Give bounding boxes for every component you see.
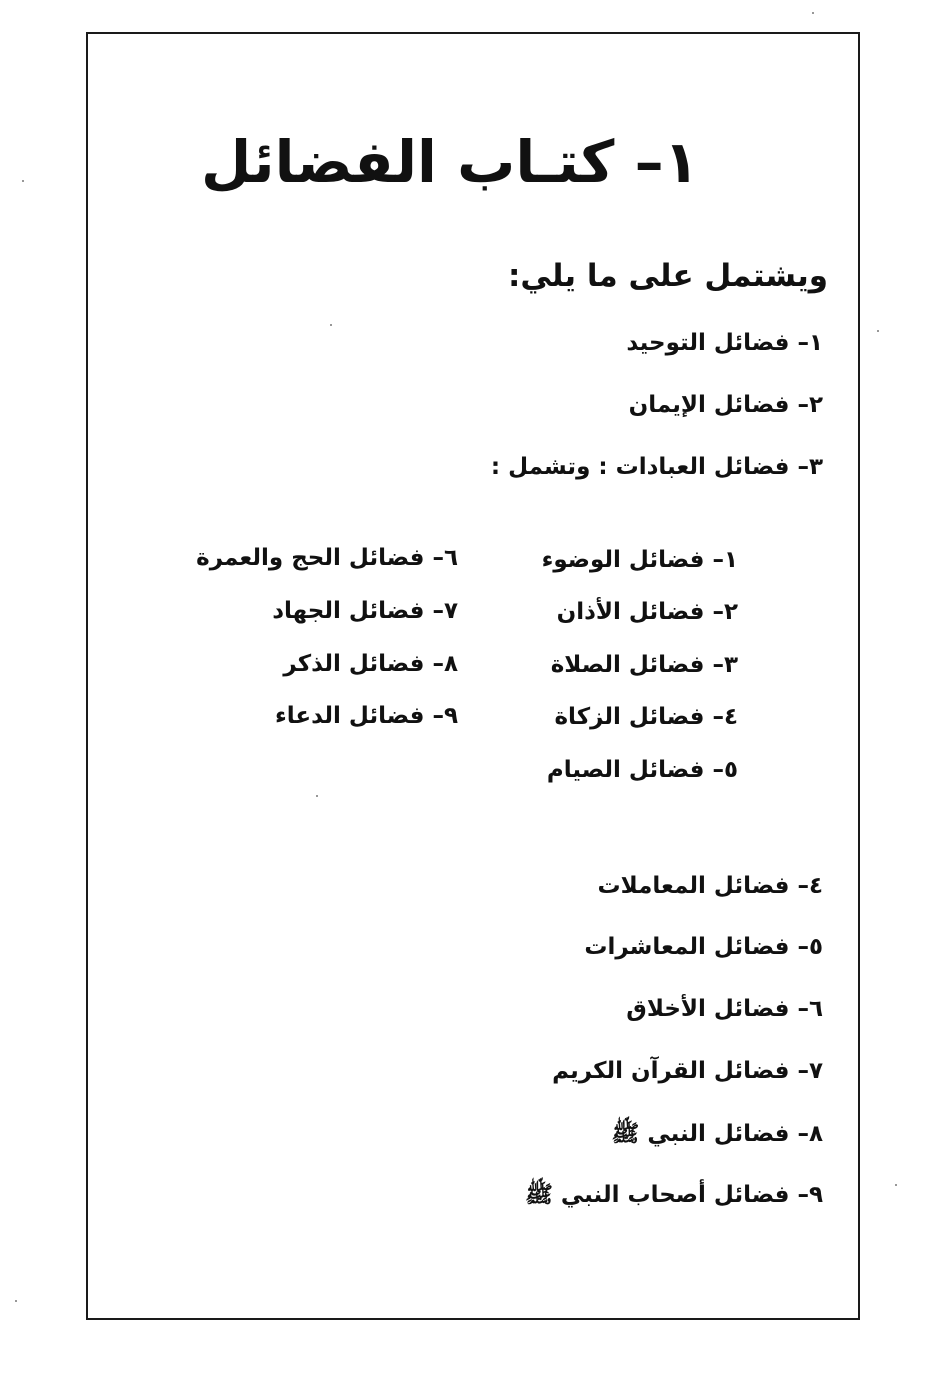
- sub-item-hajj: ٦– فضائل الحج والعمرة: [196, 545, 458, 571]
- sub-item-jihad: ٧– فضائل الجهاد: [272, 598, 458, 624]
- list-item-tawhid: ١– فضائل التوحيد: [626, 330, 823, 356]
- page-title: ١– كتـاب الفضائل: [201, 128, 699, 196]
- list-item-muamalat: ٤– فضائل المعاملات: [597, 873, 823, 899]
- scan-speck: [316, 795, 318, 797]
- list-item-ibadat: ٣– فضائل العبادات : وتشمل :: [490, 454, 823, 480]
- sub-item-adhan: ٢– فضائل الأذان: [556, 599, 738, 625]
- scan-speck: [895, 1184, 897, 1186]
- sub-item-dhikr: ٨– فضائل الذكر: [283, 651, 458, 677]
- scan-speck: [15, 1300, 17, 1302]
- scan-speck: [812, 12, 814, 14]
- scan-speck: [22, 180, 24, 182]
- list-item-muasharat: ٥– فضائل المعاشرات: [584, 934, 823, 960]
- scan-speck: [330, 324, 332, 326]
- sub-item-wudu: ١– فضائل الوضوء: [541, 547, 738, 573]
- sub-item-siyam: ٥– فضائل الصيام: [546, 757, 738, 783]
- sub-item-dua: ٩– فضائل الدعاء: [275, 703, 458, 729]
- list-item-nabi: ٨– فضائل النبي ﷺ: [611, 1121, 823, 1147]
- list-item-quran: ٧– فضائل القرآن الكريم: [552, 1058, 823, 1084]
- list-item-ashab: ٩– فضائل أصحاب النبي ﷺ: [525, 1182, 823, 1208]
- sub-item-salah: ٣– فضائل الصلاة: [550, 652, 738, 678]
- list-item-iman: ٢– فضائل الإيمان: [628, 392, 823, 418]
- sub-item-zakah: ٤– فضائل الزكاة: [554, 704, 738, 730]
- intro-text: ويشتمل على ما يلي:: [507, 258, 828, 294]
- list-item-akhlaq: ٦– فضائل الأخلاق: [626, 996, 823, 1022]
- scan-speck: [877, 330, 879, 332]
